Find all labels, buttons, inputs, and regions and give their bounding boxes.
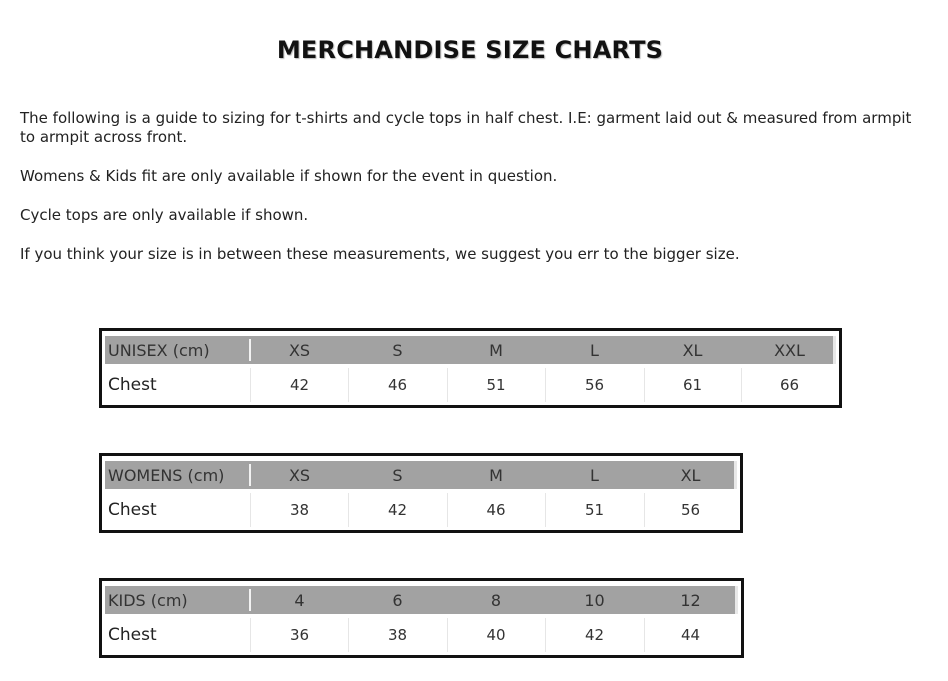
womens-value-l: 51 bbox=[584, 501, 605, 519]
kids-value-6: 38 bbox=[387, 626, 408, 644]
unisex-value-l: 56 bbox=[584, 376, 605, 394]
unisex-size-m: M bbox=[489, 340, 503, 360]
unisex-chest-row bbox=[105, 368, 836, 402]
womens-value-xl: 56 bbox=[680, 501, 701, 519]
womens-size-table bbox=[99, 453, 743, 533]
kids-header-label: KIDS (cm) bbox=[108, 590, 188, 610]
unisex-header-row bbox=[105, 336, 836, 364]
kids-size-4: 4 bbox=[294, 590, 305, 610]
kids-value-12: 44 bbox=[680, 626, 701, 644]
kids-size-6: 6 bbox=[392, 590, 403, 610]
womens-size-xl: XL bbox=[680, 465, 701, 485]
kids-chest-row bbox=[105, 618, 738, 652]
womens-chest-row bbox=[105, 493, 737, 527]
unisex-row-label: Chest bbox=[108, 375, 157, 395]
unisex-size-table bbox=[99, 328, 842, 408]
intro-paragraph-cycle-tops: Cycle tops are only available if shown. bbox=[20, 206, 309, 224]
womens-size-xs: XS bbox=[288, 465, 311, 485]
womens-row-label: Chest bbox=[108, 500, 157, 520]
womens-value-xs: 38 bbox=[289, 501, 310, 519]
unisex-value-s: 46 bbox=[387, 376, 408, 394]
kids-header-row bbox=[105, 586, 738, 614]
womens-value-m: 46 bbox=[486, 501, 506, 519]
unisex-size-xs: XS bbox=[288, 340, 311, 360]
intro-paragraph-sizing: The following is a guide to sizing for t-shirts and cycle tops in half chest. I.E: garment laid out & measured from armpit to armpit across front. bbox=[20, 109, 912, 146]
kids-value-8: 40 bbox=[486, 626, 506, 644]
unisex-size-s: S bbox=[392, 340, 403, 360]
kids-size-table bbox=[99, 578, 744, 658]
kids-value-4: 36 bbox=[289, 626, 310, 644]
page-title: MERCHANDISE SIZE CHARTS bbox=[276, 36, 664, 64]
womens-size-l: L bbox=[590, 465, 599, 485]
kids-row-label: Chest bbox=[108, 625, 157, 645]
unisex-value-xs: 42 bbox=[289, 376, 310, 394]
unisex-value-m: 51 bbox=[486, 376, 506, 394]
kids-size-12: 12 bbox=[680, 590, 701, 610]
unisex-header-label: UNISEX (cm) bbox=[108, 340, 210, 360]
intro-paragraph-fit: Womens & Kids fit are only available if shown for the event in question. bbox=[20, 167, 558, 185]
unisex-size-l: L bbox=[590, 340, 599, 360]
womens-value-s: 42 bbox=[387, 501, 408, 519]
kids-size-8: 8 bbox=[490, 590, 502, 610]
unisex-value-xl: 61 bbox=[682, 376, 703, 394]
unisex-size-xl: XL bbox=[682, 340, 703, 360]
unisex-value-xxl: 66 bbox=[779, 376, 800, 394]
womens-size-s: S bbox=[392, 465, 403, 485]
kids-value-10: 42 bbox=[584, 626, 605, 644]
intro-paragraph-advice: If you think your size is in between these measurements, we suggest you err to the bigger size. bbox=[20, 245, 740, 263]
womens-header-row bbox=[105, 461, 737, 489]
kids-size-10: 10 bbox=[584, 590, 605, 610]
womens-header-label: WOMENS (cm) bbox=[108, 465, 225, 485]
unisex-size-xxl: XXL bbox=[774, 340, 805, 360]
womens-size-m: M bbox=[489, 465, 503, 485]
